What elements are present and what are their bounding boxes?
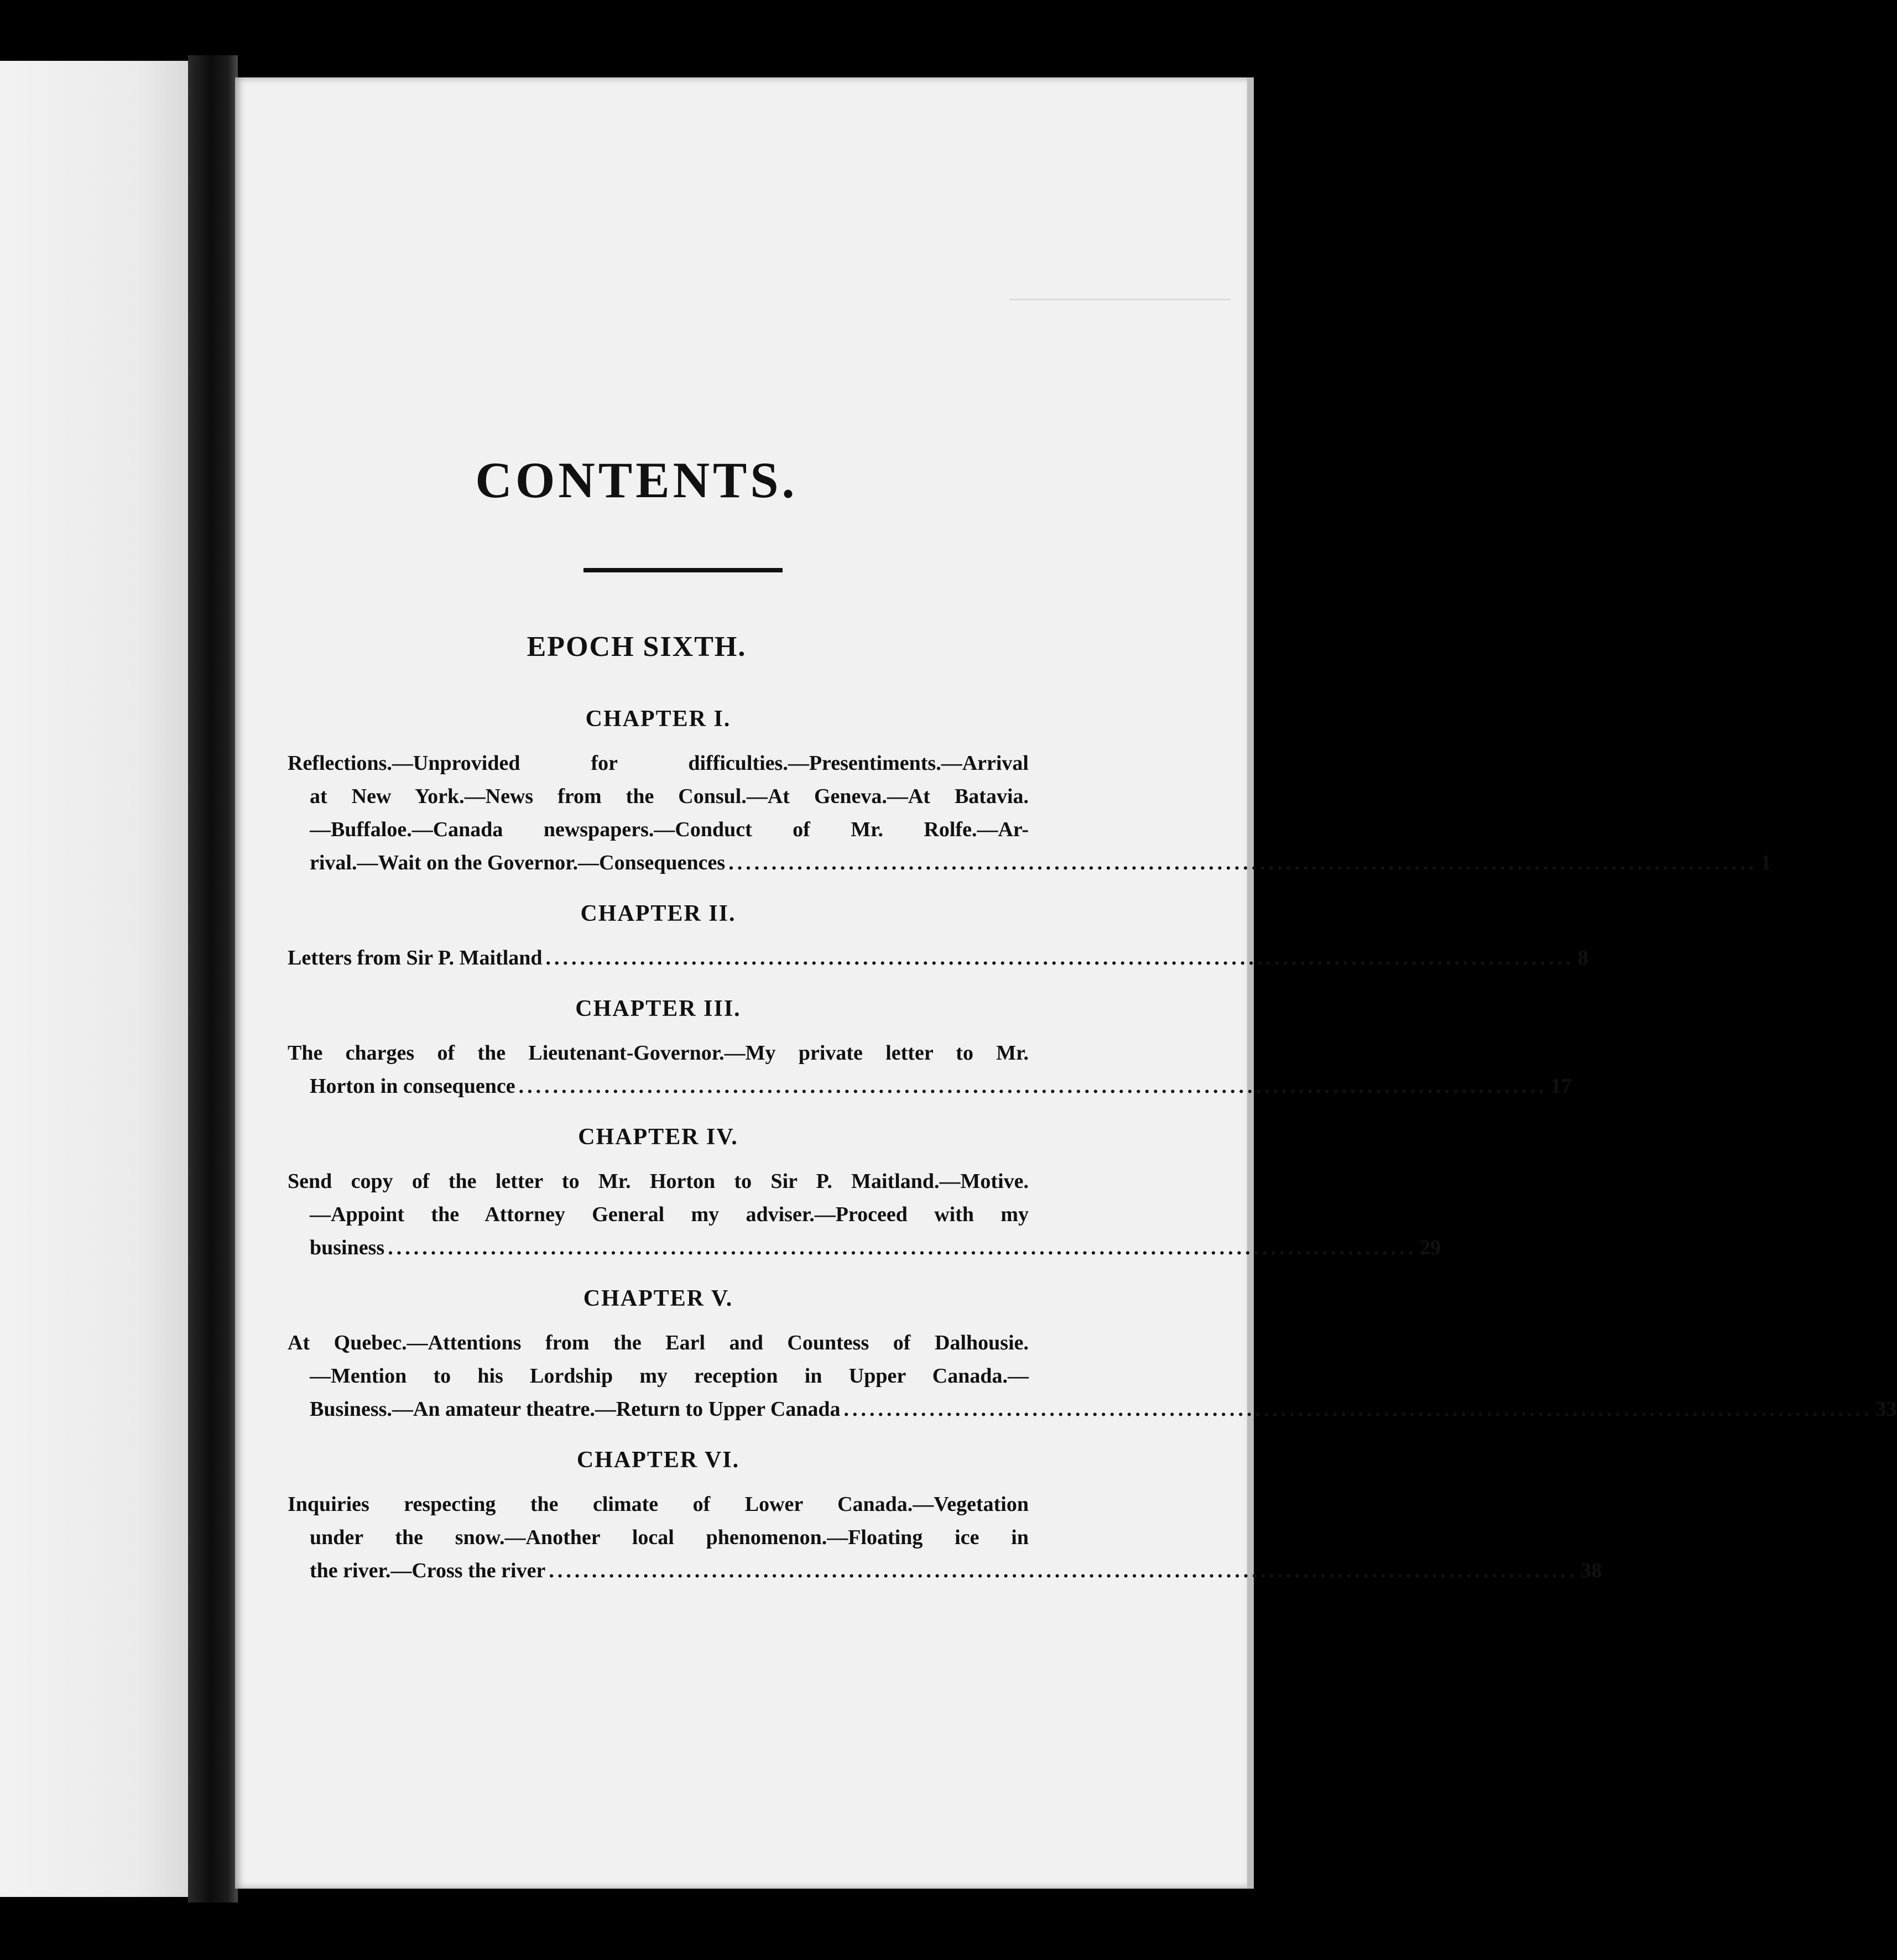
chapter-entry: [288, 992, 1572, 1103]
book-spine: [188, 55, 238, 1902]
page-edge: [1247, 77, 1254, 1889]
dot-leader: ........................................................................................................................: [549, 1559, 1578, 1582]
summary-line: Inquiries respecting the climate of Lower Canada.—Vegetation: [288, 1493, 1029, 1516]
chapter-heading: CHAPTER III.: [575, 996, 741, 1021]
title-rule: [583, 568, 783, 572]
chapter-entry: [288, 1443, 1602, 1587]
epoch-heading: EPOCH SIXTH.: [527, 631, 747, 663]
summary-line: —Buffaloe.—Canada newspapers.—Conduct of Mr. Rolfe.—Ar-: [310, 818, 1029, 841]
summary-line: Reflections.—Unprovided for difficulties.—Presentiments.—Arrival: [288, 752, 1029, 775]
summary-last-line: [288, 1554, 1602, 1587]
chapter-entry: [288, 702, 1771, 879]
summary-last-line: [288, 846, 1771, 879]
page-number: 38: [1581, 1559, 1602, 1582]
dot-leader: ........................................................................................................................: [518, 1075, 1547, 1098]
show-through-texture: [1009, 299, 1231, 317]
summary-line: At Quebec.—Attentions from the Earl and Countess of Dalhousie.: [288, 1331, 1029, 1354]
page-number: 17: [1550, 1075, 1572, 1098]
dot-leader: ........................................................................................................................: [545, 946, 1575, 969]
chapter-heading: CHAPTER V.: [583, 1286, 733, 1311]
summary-line-text: business: [310, 1236, 385, 1259]
chapter-entry: [288, 897, 1588, 974]
chapter-heading: CHAPTER IV.: [578, 1124, 738, 1150]
summary-last-line: [288, 1070, 1572, 1103]
table-of-contents: [288, 702, 1897, 1605]
page-number: 8: [1577, 946, 1588, 969]
summary-line: —Appoint the Attorney General my adviser.—Proceed with my: [310, 1203, 1029, 1226]
summary-line-text: Horton in consequence: [310, 1075, 515, 1098]
summary-last-line: [288, 1393, 1897, 1426]
page-number: 1: [1760, 851, 1771, 874]
dot-leader: ........................................................................................................................: [388, 1236, 1417, 1259]
chapter-heading: CHAPTER I.: [585, 706, 731, 732]
dot-leader: ........................................................................................................................: [728, 851, 1758, 874]
page-number: 33: [1875, 1398, 1897, 1421]
facing-page: [0, 61, 194, 1897]
summary-line: Send copy of the letter to Mr. Horton to Sir P. Maitland.—Motive.: [288, 1170, 1029, 1193]
summary-line: under the snow.—Another local phenomenon.—Floating ice in: [310, 1526, 1029, 1549]
summary-line-text: rival.—Wait on the Governor.—Consequences: [310, 851, 726, 874]
page-title: CONTENTS.: [475, 452, 798, 508]
summary-last-line: [288, 941, 1588, 974]
chapter-entry: [288, 1282, 1897, 1426]
summary-last-line: [288, 1231, 1441, 1264]
chapter-heading: CHAPTER II.: [580, 901, 736, 926]
summary-line-text: Letters from Sir P. Maitland: [288, 946, 543, 969]
page-number: 29: [1420, 1236, 1441, 1259]
summary-line: The charges of the Lieutenant-Governor.—My private letter to Mr.: [288, 1041, 1029, 1065]
summary-line-text: the river.—Cross the river: [310, 1559, 546, 1582]
chapter-entry: [288, 1120, 1441, 1264]
summary-line: —Mention to his Lordship my reception in Upper Canada.—: [310, 1364, 1029, 1388]
summary-line-text: Business.—An amateur theatre.—Return to Upper Canada: [310, 1398, 841, 1421]
dot-leader: ........................................................................................................................: [843, 1398, 1873, 1421]
chapter-heading: CHAPTER VI.: [576, 1447, 740, 1473]
summary-line: at New York.—News from the Consul.—At Geneva.—At Batavia.: [310, 785, 1029, 808]
